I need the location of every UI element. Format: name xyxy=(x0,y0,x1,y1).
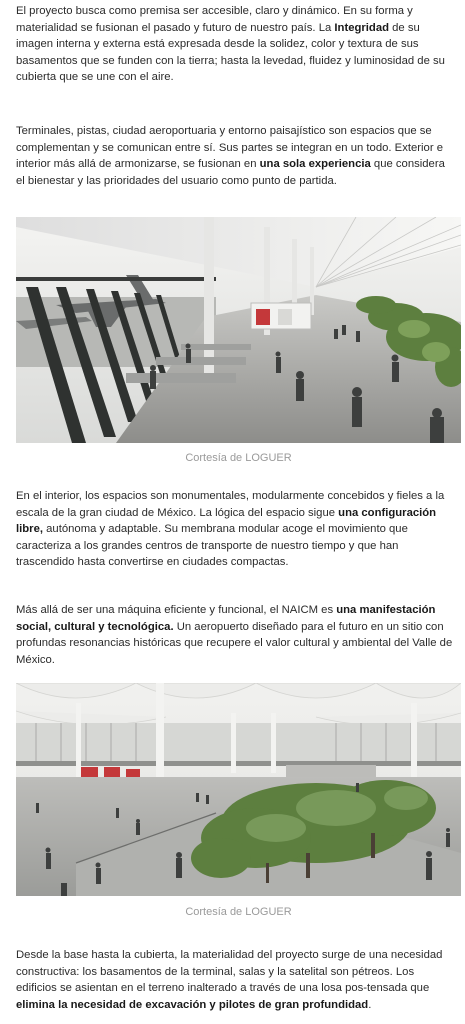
bold-run: una sola experiencia xyxy=(259,158,371,171)
text-run: Terminales, pistas, ciudad aeroportuaria y entorno paisajístico son espacios que se complementan y se comunican entre sí. Sus partes se integran en un todo. Exterior e interior más allá de armonizarse, se fusionan en xyxy=(16,125,444,171)
bold-run: Integridad xyxy=(334,21,390,34)
paragraph-materiality xyxy=(16,947,456,1013)
paragraph-integration xyxy=(16,123,456,189)
terminal-garden-image xyxy=(16,683,461,896)
terminal-gate-rendering xyxy=(16,217,461,443)
text-run: Un aeropuerto diseñado para el futuro en un sitio con profundas resonancias históricas que recupere el valor cultural y ambiental del Valle de México. xyxy=(16,620,453,666)
text-run: autónoma y adaptable. Su membrana modular acoge el movimiento que caracteriza a los grandes centros de transporte de nuestro tiempo y que han trascendido hasta convertirse en ciudades compactas. xyxy=(16,523,408,569)
terminal-garden-rendering xyxy=(16,683,461,896)
figure-caption: Cortesía de LOGUER xyxy=(185,452,292,464)
text-run: En el interior, los espacios son monumentales, modularmente concebidos y fieles a la escala de la gran ciudad de México. La lógica del espacio sigue xyxy=(16,490,445,519)
paragraph-interior xyxy=(16,488,456,571)
bold-run: una configuración libre, xyxy=(16,506,437,536)
bold-run: una manifestación social, cultural y tecnológica. xyxy=(16,604,436,633)
text-run: El proyecto busca como premisa ser accesible, claro y dinámico. En su forma y materialidad se fusionan el pasado y futuro de nuestro país. La xyxy=(16,5,413,34)
text-run: de su imagen interna y externa está expresada desde la solidez, color y textura de sus basamentos que se funden con la tierra; hasta la levedad, fluidez y luminosidad de su cubierta que se une con el aire. xyxy=(16,21,445,84)
terminal-gate-image xyxy=(16,217,461,443)
text-run: Más allá de ser una máquina eficiente y funcional, el NAICM es xyxy=(16,604,337,616)
text-run: . xyxy=(368,998,372,1011)
text-run: que considera el bienestar y las prioridades del usuario como punto de partida. xyxy=(16,158,445,187)
paragraph-intro xyxy=(16,3,456,86)
paragraph-naicm xyxy=(16,602,456,668)
bold-run: elimina la necesidad de excavación y pilotes de gran profundidad xyxy=(16,998,369,1011)
text-run: Desde la base hasta la cubierta, la materialidad del proyecto surge de una necesidad constructiva: los basamentos de la terminal, salas y la satelital son pétreos. Los edificios se asientan en el terreno inalterado a través de una losa pos-tensada que xyxy=(16,949,443,995)
figure-caption: Cortesía de LOGUER xyxy=(185,906,292,918)
